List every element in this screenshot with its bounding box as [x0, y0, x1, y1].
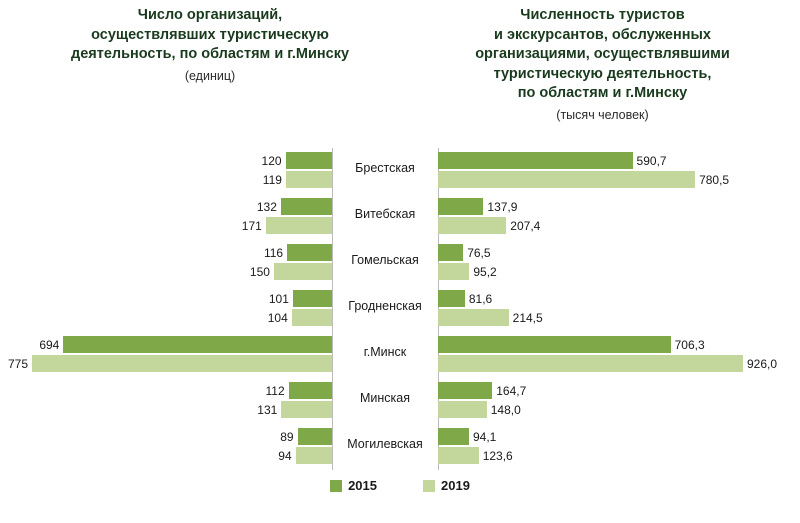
right-panel-bars — [438, 332, 800, 378]
chart-row — [0, 286, 800, 332]
left-panel-bars — [0, 286, 332, 332]
bar-value-label: 76,5 — [467, 245, 491, 260]
left-chart-title-block — [10, 6, 410, 83]
bar-value-label: 94 — [278, 448, 292, 463]
bar-value-label: 89 — [280, 429, 294, 444]
bar-value-label: 780,5 — [699, 172, 730, 187]
left-panel-bars — [0, 332, 332, 378]
bar-group-2015 — [35, 336, 332, 353]
bar-value-label: 81,6 — [468, 291, 493, 306]
bar-right-2019[interactable] — [438, 171, 695, 188]
bar-right-2015[interactable] — [438, 198, 483, 215]
left-chart-title-line-3: деятельность, по областям и г.Минску — [70, 46, 350, 63]
bar-right-2019[interactable] — [438, 401, 487, 418]
left-panel-bars — [0, 194, 332, 240]
legend-item-2019[interactable] — [423, 478, 470, 493]
bar-right-2015[interactable] — [438, 428, 469, 445]
bar-value-label: 926,0 — [747, 356, 778, 371]
bar-right-2019[interactable] — [438, 217, 506, 234]
bar-group-2019 — [246, 263, 332, 280]
bar-group-2015 — [438, 290, 496, 307]
bar-right-2019[interactable] — [438, 447, 479, 464]
bar-left-2015[interactable] — [293, 290, 332, 307]
bar-group-2015 — [260, 244, 332, 261]
bar-left-2019[interactable] — [296, 447, 332, 464]
legend-item-2015[interactable] — [330, 478, 377, 493]
chart-legend — [0, 478, 800, 493]
bar-value-label: 116 — [263, 245, 284, 260]
bar-value-label: 775 — [7, 356, 28, 371]
category-label: Гомельская — [351, 253, 419, 267]
category-label: Витебская — [354, 207, 416, 221]
right-chart-title-line-2: и экскурсантов, обслуженных — [494, 26, 711, 43]
legend-swatch-2015-icon — [330, 480, 342, 492]
right-panel-bars — [438, 424, 800, 470]
bar-value-label: 207,4 — [510, 218, 541, 233]
bar-value-label: 214,5 — [512, 310, 543, 325]
bar-value-label: 112 — [265, 383, 285, 398]
bar-value-label: 101 — [268, 291, 289, 306]
left-panel-bars — [0, 424, 332, 470]
legend-label-2015: 2015 — [348, 478, 377, 493]
bar-right-2015[interactable] — [438, 244, 463, 261]
legend-swatch-2019-icon — [423, 480, 435, 492]
category-label: Могилевская — [347, 437, 423, 451]
category-label: Брестская — [355, 161, 415, 175]
bar-right-2015[interactable] — [438, 290, 465, 307]
right-chart-unit: (тысяч человек) — [556, 107, 649, 122]
bar-value-label: 120 — [261, 153, 282, 168]
legend-label-2019: 2019 — [441, 478, 470, 493]
bar-left-2019[interactable] — [292, 309, 332, 326]
bar-group-2015 — [253, 198, 332, 215]
bar-right-2015[interactable] — [438, 382, 492, 399]
bar-value-label: 171 — [241, 218, 262, 233]
bar-value-label: 150 — [249, 264, 270, 279]
bar-left-2019[interactable] — [274, 263, 332, 280]
bar-value-label: 590,7 — [636, 153, 667, 168]
bar-group-2015 — [258, 152, 332, 169]
bar-group-2019 — [438, 171, 733, 188]
right-chart-title-block — [410, 6, 795, 122]
right-chart-title-line-1: Численность туристов — [520, 7, 685, 23]
bar-right-2015[interactable] — [438, 336, 671, 353]
right-panel-bars — [438, 194, 800, 240]
bar-left-2019[interactable] — [266, 217, 332, 234]
left-panel-bars — [0, 148, 332, 194]
bar-value-label: 132 — [256, 199, 277, 214]
bar-group-2019 — [438, 217, 544, 234]
right-panel-bars — [438, 148, 800, 194]
bar-left-2015[interactable] — [63, 336, 332, 353]
left-panel-bars — [0, 378, 332, 424]
bar-group-2019 — [438, 355, 781, 372]
right-chart-title-line-5: по областям и г.Минску — [517, 85, 688, 102]
bar-right-2015[interactable] — [438, 152, 633, 169]
bar-value-label: 94,1 — [472, 429, 497, 444]
bar-value-label: 119 — [262, 172, 282, 187]
right-chart-title-line-4: туристическую деятельность, — [493, 65, 712, 82]
right-panel-bars — [438, 378, 800, 424]
left-chart-title-line-1: Число организаций, — [137, 7, 283, 23]
chart-row — [0, 332, 800, 378]
bar-left-2019[interactable] — [281, 401, 332, 418]
bar-right-2019[interactable] — [438, 355, 743, 372]
bar-left-2015[interactable] — [286, 152, 332, 169]
bar-right-2019[interactable] — [438, 309, 509, 326]
bar-group-2019 — [264, 309, 332, 326]
bar-value-label: 706,3 — [674, 337, 705, 352]
chart-row — [0, 148, 800, 194]
right-chart-title-line-3: организациями, осуществлявшими — [475, 46, 730, 63]
bar-group-2019 — [438, 309, 547, 326]
bar-value-label: 95,2 — [473, 264, 497, 279]
bar-value-label: 164,7 — [496, 383, 527, 398]
bar-value-label: 148,0 — [490, 402, 521, 417]
bar-left-2015[interactable] — [287, 244, 332, 261]
right-chart-title — [410, 6, 795, 104]
chart-row — [0, 424, 800, 470]
bar-group-2015 — [438, 152, 671, 169]
left-chart-title-line-2: осуществлявших туристическую — [91, 26, 329, 43]
bar-right-2019[interactable] — [438, 263, 469, 280]
bar-group-2019 — [438, 263, 501, 280]
bar-group-2015 — [438, 336, 709, 353]
bar-group-2015 — [262, 382, 332, 399]
bar-group-2015 — [438, 382, 530, 399]
bar-group-2015 — [438, 198, 521, 215]
bar-left-2019[interactable] — [32, 355, 332, 372]
tornado-chart — [0, 148, 800, 470]
left-chart-unit: (единиц) — [184, 68, 236, 83]
category-label: Гродненская — [348, 299, 422, 313]
left-panel-bars — [0, 240, 332, 286]
bar-group-2019 — [4, 355, 332, 372]
right-panel-bars — [438, 240, 800, 286]
bar-group-2019 — [238, 217, 332, 234]
bar-left-2015[interactable] — [298, 428, 332, 445]
bar-value-label: 123,6 — [482, 448, 513, 463]
right-panel-bars — [438, 286, 800, 332]
bar-value-label: 131 — [257, 402, 278, 417]
chart-row — [0, 240, 800, 286]
bar-value-label: 104 — [267, 310, 288, 325]
bar-group-2015 — [438, 428, 500, 445]
bar-group-2019 — [259, 171, 332, 188]
chart-row — [0, 378, 800, 424]
bar-group-2015 — [438, 244, 495, 261]
bar-group-2015 — [265, 290, 332, 307]
bar-value-label: 137,9 — [487, 199, 518, 214]
chart-row — [0, 194, 800, 240]
bar-value-label: 694 — [39, 337, 60, 352]
bar-group-2019 — [438, 401, 525, 418]
bar-group-2019 — [438, 447, 517, 464]
bar-left-2019[interactable] — [286, 171, 332, 188]
category-label: г.Минск — [363, 345, 407, 359]
bar-left-2015[interactable] — [281, 198, 332, 215]
bar-group-2015 — [276, 428, 332, 445]
bar-group-2019 — [274, 447, 332, 464]
left-chart-title — [10, 6, 410, 65]
bar-group-2019 — [253, 401, 332, 418]
bar-left-2015[interactable] — [289, 382, 332, 399]
category-label: Минская — [359, 391, 410, 405]
